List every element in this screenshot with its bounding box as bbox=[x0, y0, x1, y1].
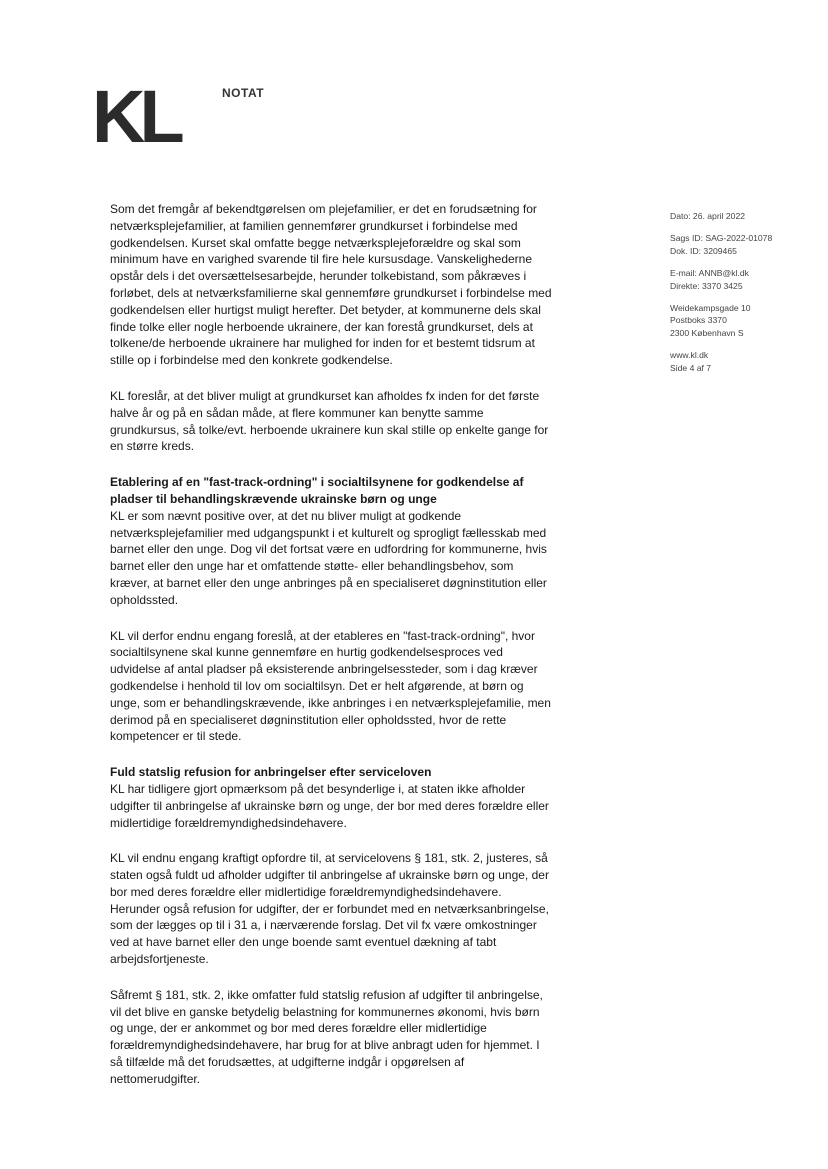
meta-date-group bbox=[670, 210, 820, 222]
meta-direkte: Direkte: 3370 3425 bbox=[670, 280, 743, 291]
paragraph-servicelov-justering: KL vil endnu engang kraftigt opfordre til, at servicelovens § 181, stk. 2, justeres, så staten også fuldt ud afholder udgifter til anbringelse af ukrainske børn og unge, der bor med deres forældre eller midlertidige forældremyndighedsindehavere. Herunder også refusion for udgifter, der er forbundet med en netværksanbringelse, som der lægges op til i 31 a, i nærværende forslag. Det vil fx være omkostninger ved at have barnet eller den unge boende samt eventuel dækning af tabt arbejdsfortjeneste. bbox=[110, 851, 549, 967]
meta-address-line-3: 2300 København S bbox=[670, 327, 744, 338]
meta-web-group bbox=[670, 349, 820, 374]
meta-contact-group bbox=[670, 267, 820, 292]
paragraph-netvaerksplejefamilier: KL er som nævnt positive over, at det nu bliver muligt at godkende netværksplejefamilier med udgangspunkt i et kulturelt og sprogligt fællesskab med barnet eller den unge. Dog vil det fortsat være en udfordring for kommunerne, hvis barnet eller den unge har et omfattende støtte- eller behandlingsbehov, som kræver, at barnet eller den unge anbringes på en specialiseret døgninstitution eller opholdssted. bbox=[110, 508, 547, 607]
paragraph-belastning: Såfremt § 181, stk. 2, ikke omfatter fuld statslig refusion af udgifter til anbringelse, vil det blive en ganske betydelig belastning for kommunernes økonomi, hvis børn og unge, der er ankommet og bor med deres forældre eller midlertidige forældremyndighedsindehavere, har brug for at blive anbragt uden for hjemmet. I så tilfælde må det forudsættes, at udgifterne indgår i opgørelsen af nettomerudgifter. bbox=[110, 987, 543, 1086]
paragraph-fast-track-forslag: KL vil derfor endnu engang foreslå, at der etableres en "fast-track-ordning", hvor socialtilsynene skal kunne gennemføre en hurtig godkendelsesproces ved udvidelse af antal pladser på eksisterende anbringelsessteder, som i dag kræver godkendelse i henhold til lov om socialtilsyn. Det er helt afgørende, at børn og unge, som er behandlingskrævende, ikke anbringes i en netværksplejefamilie, men derimod på en specialiseret døgninstitution eller opholdssted, hvor de rette kompetencer er til stede. bbox=[110, 628, 551, 744]
heading-fast-track: Etablering af en "fast-track-ordning" i socialtilsynene for godkendelse af pladser til behandlingskrævende ukrainske børn og unge bbox=[110, 475, 524, 506]
meta-address-group bbox=[670, 302, 820, 339]
meta-sags-id: Sags ID: SAG-2022-01078 bbox=[670, 233, 773, 244]
meta-dok-id: Dok. ID: 3209465 bbox=[670, 245, 737, 256]
section-refusion bbox=[110, 764, 552, 831]
section-fast-track bbox=[110, 474, 552, 608]
paragraph-grundkursus: Som det fremgår af bekendtgørelsen om plejefamilier, er det en forudsætning for netværksplejefamilier, at familien gennemfører grundkurset i forbindelse med godkendelsen. Kurset skal omfatte begge netværksplejeforældre og skal som minimum have en varighed svarende til fire hele kursusdage. Vanskelighederne opstår dels i det oversættelsesarbejde, herunder tolkebistand, som påkræves i forløbet, dels at netværksfamilierne skal gennemføre grundkurset i forbindelse med godkendelsen eller hurtigst muligt herefter. Det betyder, at kommunerne dels skal finde tolke eller nogle herboende ukrainere, der kan forestå grundkurset, dels at tolkene/de herboende ukrainere har mulighed for inden for et bestemt tidsrum at stille op i forbindelse med den konkrete godkendelse. bbox=[110, 202, 552, 368]
meta-date: Dato: 26. april 2022 bbox=[670, 211, 746, 221]
kl-logo: KL bbox=[92, 75, 179, 158]
meta-web: www.kl.dk bbox=[670, 350, 709, 361]
document-type: NOTAT bbox=[222, 86, 265, 100]
meta-address-line-2: Postboks 3370 bbox=[670, 315, 727, 326]
heading-refusion: Fuld statslig refusion for anbringelser efter serviceloven bbox=[110, 765, 432, 780]
document-meta bbox=[670, 210, 820, 384]
meta-ids-group bbox=[670, 232, 820, 257]
paragraph-kl-forslag: KL foreslår, at det bliver muligt at grundkurset kan afholdes fx inden for det første halve år og på en sådan måde, at flere kommuner kan benytte samme grundkursus, så tolke/evt. herboende ukrainere kun skal stille op enkelte gange for en større kreds. bbox=[110, 388, 549, 454]
paragraph-refusion-intro: KL har tidligere gjort opmærksom på det besynderlige i, at staten ikke afholder udgifter til anbringelse af ukrainske børn og unge, der bor med deres forældre eller midlertidige forældremyndighedsindehavere. bbox=[110, 781, 549, 830]
meta-email: E-mail: ANNB@kl.dk bbox=[670, 268, 749, 279]
meta-page-number: Side 4 af 7 bbox=[670, 362, 712, 373]
document-body bbox=[110, 201, 552, 1107]
meta-address-line-1: Weidekampsgade 10 bbox=[670, 303, 751, 314]
